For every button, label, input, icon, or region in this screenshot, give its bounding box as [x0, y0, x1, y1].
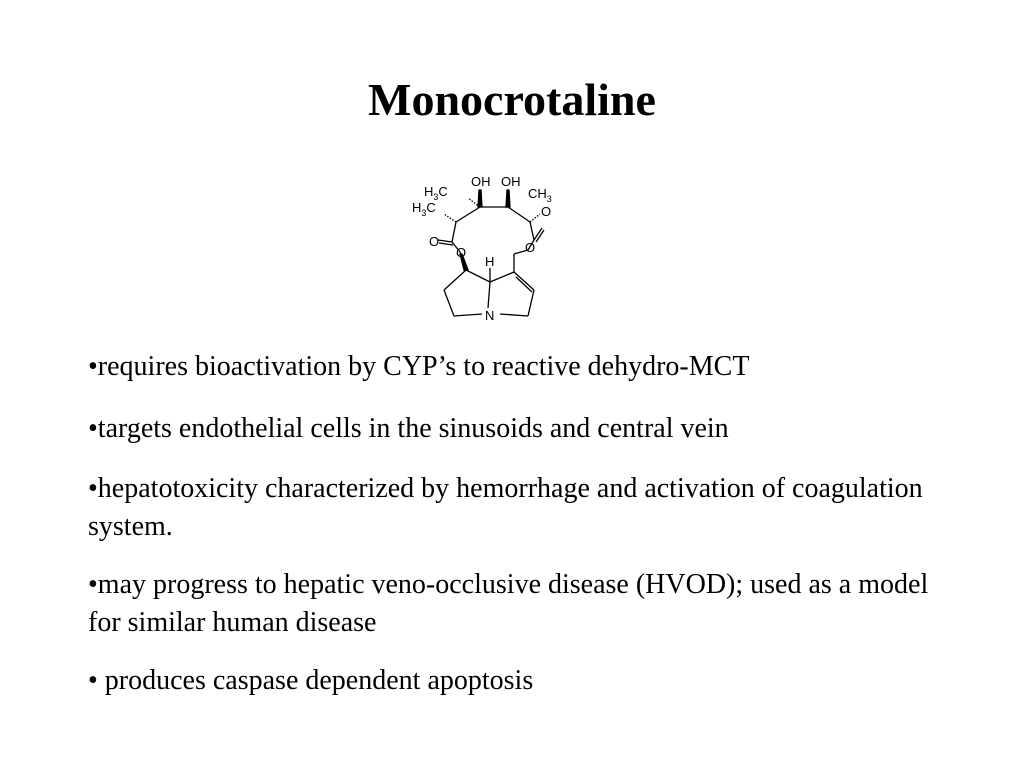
- right-carbonyl-o-label: O: [541, 204, 552, 219]
- h3c-top-label: $H_3C$: [424, 184, 448, 202]
- slide-title: Monocrotaline: [368, 74, 656, 125]
- bullet-item: • produces caspase dependent apoptosis: [88, 665, 534, 696]
- bullet-item: •hepatotoxicity characterized by hemorrhage and activation of coagulation system.: [88, 473, 923, 542]
- chemical-structure-diagram: [408, 170, 568, 330]
- oh-right-label: OH: [501, 174, 521, 189]
- oh-left-label: OH: [471, 174, 491, 189]
- ring-n-label: N: [485, 308, 495, 323]
- right-ester-o-label: O: [525, 240, 536, 255]
- bridge-h-label: H: [485, 254, 495, 269]
- bullet-item: •may progress to hepatic veno-occlusive disease (HVOD); used as a model for similar human disease: [88, 569, 929, 638]
- bullet-item: •targets endothelial cells in the sinusoids and central vein: [88, 413, 729, 444]
- left-ester-o-label: O: [456, 245, 467, 260]
- monocrotaline-structure-svg: [408, 170, 568, 330]
- h3c-left-label: $H_3C$: [412, 200, 436, 218]
- ch3-right-label: $CH_3$: [528, 186, 552, 204]
- bullet-list: [88, 348, 958, 722]
- bullet-item: •requires bioactivation by CYP’s to reactive dehydro-MCT: [88, 351, 750, 382]
- left-carbonyl-o-label: O: [429, 234, 440, 249]
